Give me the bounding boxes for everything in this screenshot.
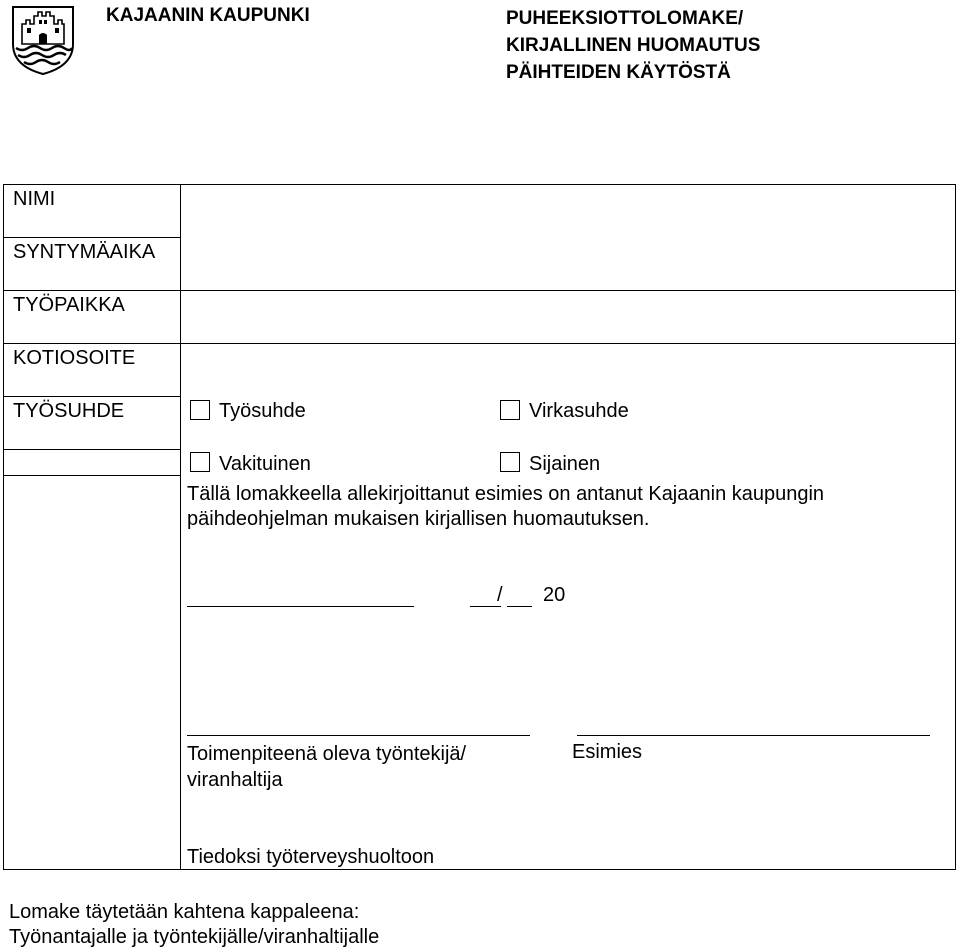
birthdate-label: SYNTYMÄAIKA [13, 241, 156, 263]
home-address-label: KOTIOSOITE [13, 347, 136, 369]
substitute-checkbox[interactable] [500, 452, 520, 472]
footer-line: Työnantajalle ja työntekijälle/viranhaltijalle [9, 926, 380, 948]
row-divider [4, 237, 180, 238]
workplace-label: TYÖPAIKKA [13, 294, 125, 316]
employee-signature-line[interactable] [187, 735, 530, 736]
document-title-line: PÄIHTEIDEN KÄYTÖSTÄ [506, 62, 731, 83]
month-line[interactable] [507, 606, 532, 607]
statement-line: Tällä lomakkeella allekirjoittanut esimies on antanut Kajaanin kaupungin [187, 483, 825, 505]
place-line[interactable] [187, 606, 414, 607]
document-title-line: PUHEEKSIOTTOLOMAKE/ [506, 8, 744, 29]
substitute-label: Sijainen [529, 453, 601, 475]
public-office-checkbox[interactable] [500, 400, 520, 420]
name-label: NIMI [13, 188, 56, 210]
date-separator: / [497, 584, 503, 606]
employment-contract-label: Työsuhde [219, 400, 306, 422]
permanent-label: Vakituinen [219, 453, 311, 475]
employee-caption-line: Toimenpiteenä oleva työntekijä/ [187, 743, 467, 765]
column-divider [180, 185, 181, 869]
notice-text: Tiedoksi työterveyshuoltoon [187, 846, 435, 868]
document-title-line: KIRJALLINEN HUOMAUTUS [506, 35, 761, 56]
row-divider [4, 449, 180, 450]
row-divider [4, 290, 955, 291]
organization-name: KAJAANIN KAUPUNKI [106, 5, 310, 26]
permanent-checkbox[interactable] [190, 452, 210, 472]
public-office-label: Virkasuhde [529, 400, 629, 422]
coat-of-arms-logo [10, 4, 76, 76]
footer-instructions [9, 900, 379, 950]
document-title [506, 5, 760, 86]
row-divider [4, 343, 955, 344]
statement-line: päihdeohjelman mukaisen kirjallisen huomautuksen. [187, 508, 650, 530]
employee-caption-line: viranhaltija [187, 769, 283, 791]
supervisor-caption: Esimies [572, 741, 643, 763]
row-divider [4, 475, 180, 476]
statement-text [187, 482, 952, 532]
employment-contract-checkbox[interactable] [190, 400, 210, 420]
row-divider [4, 396, 180, 397]
employee-signature-caption [187, 741, 466, 793]
footer-line: Lomake täytetään kahtena kappaleena: [9, 901, 360, 923]
employment-label: TYÖSUHDE [13, 400, 125, 422]
supervisor-signature-line[interactable] [577, 735, 930, 736]
year-prefix: 20 [543, 584, 566, 606]
